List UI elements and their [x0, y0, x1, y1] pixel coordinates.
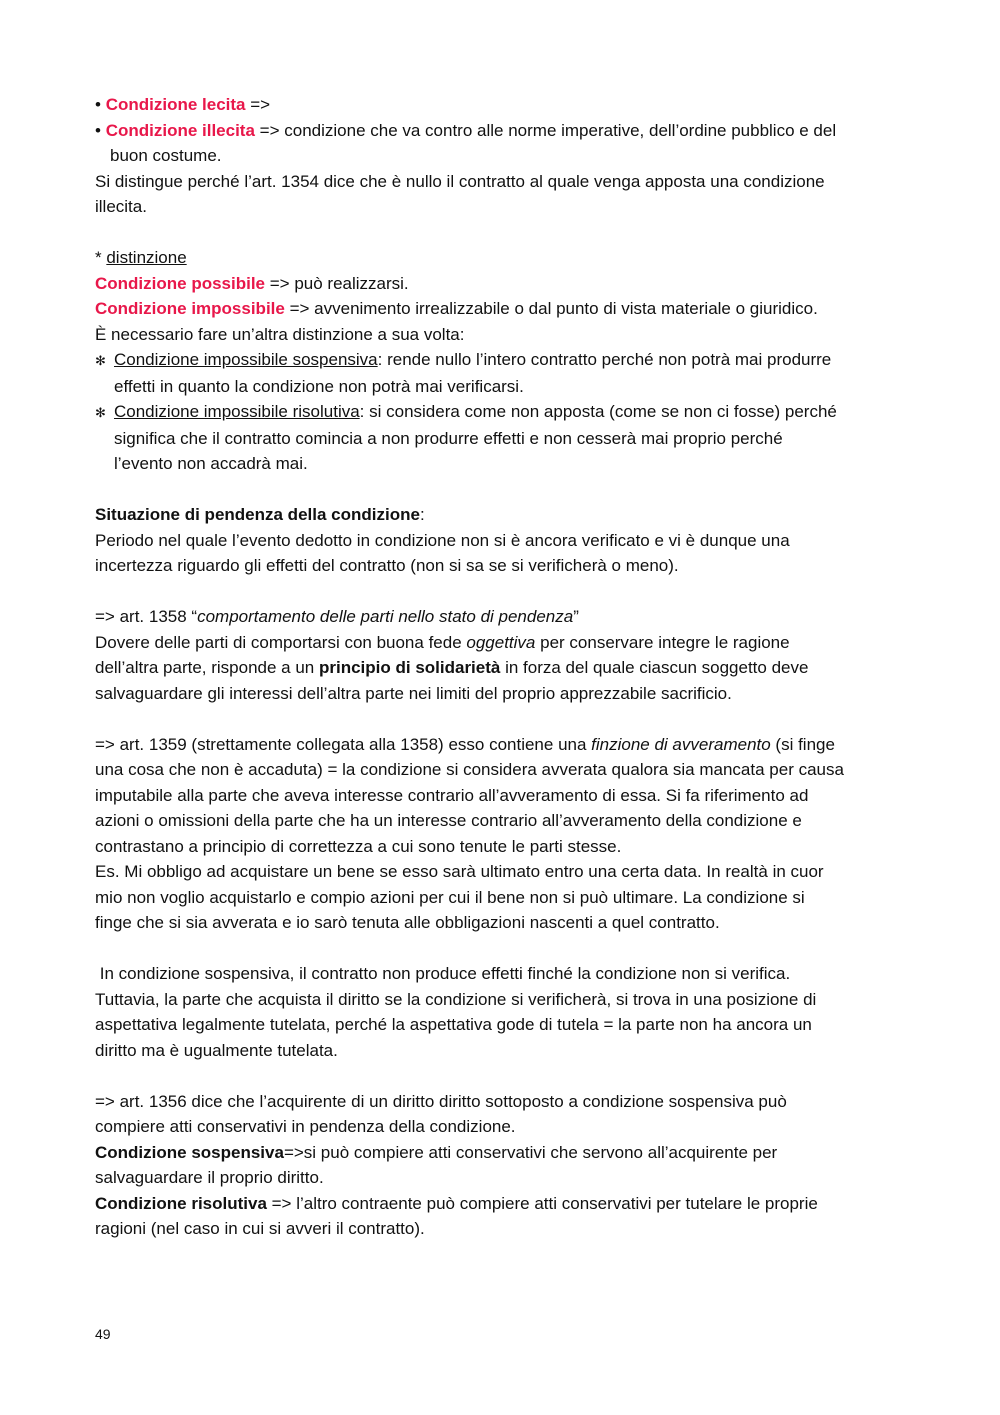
page-number: 49 [95, 1326, 111, 1342]
term-condizione-lecita: Condizione lecita [105, 95, 246, 114]
text-line: dell’altra parte, risponde a un principio di solidarietà in forza del quale ciascun soggetto deve [95, 658, 809, 677]
text-line: salvaguardare gli interessi dell’altra parte nei limiti del proprio apprezzabile sacrificio. [95, 683, 732, 703]
article-1356: => art. 1356 dice che l’acquirente di un diritto diritto sottoposto a condizione sospensiva può [95, 1091, 787, 1111]
text-line: In condizione sospensiva, il contratto non produce effetti finché la condizione non si verifica. [95, 964, 791, 983]
text-line: illecita. [95, 197, 147, 216]
heading-pendenza: Situazione di pendenza della condizione: [95, 505, 425, 524]
text-line: una cosa che non è accaduta) = la condizione si considera avverata qualora sia mancata per causa [95, 760, 844, 779]
definition-condizione-possibile: Condizione possibile => può realizzarsi. [95, 273, 409, 293]
text-line: Periodo nel quale l’evento dedotto in condizione non si è ancora verificato e vi è dunque una [95, 530, 790, 550]
bullet-condizione-lecita: • Condizione lecita => [95, 95, 271, 114]
text-line: effetti in quanto la condizione non potrà mai verificarsi. [114, 376, 524, 396]
article-1358: => art. 1358 “comportamento delle parti nello stato di pendenza” [95, 607, 579, 626]
text-line: aspettativa legalmente tutelata, perché la aspettativa gode di tutela = la parte non ha ancora un [95, 1015, 812, 1034]
text-line: Tuttavia, la parte che acquista il diritto se la condizione si verificherà, si trova in una posizione di [95, 989, 817, 1009]
document-body [95, 92, 915, 1242]
text-line: imputabile alla parte che aveva interesse contrario all’avveramento di essa. Si fa riferimento ad [95, 785, 809, 805]
article-1359: => art. 1359 (strettamente collegata alla 1358) esso contiene una finzione di avveramento (si finge [95, 734, 835, 754]
text-line: Es. Mi obbligo ad acquistare un bene se esso sarà ultimato entro una certa data. In realtà in cuor [95, 862, 824, 881]
text-line: l’evento non accadrà mai. [114, 454, 308, 473]
heading-distinzione: * distinzione [95, 248, 187, 267]
text-line: finge che si sia avverata e io sarò tenuta alle obbligazioni nascenti a quel contratto. [95, 913, 720, 932]
asterisk-bullet-icon: ✻ [95, 405, 106, 420]
list-item-impossibile-sospensiva: ✻ Condizione impossibile sospensiva: rende nullo l’intero contratto perché non potrà mai produrre [95, 347, 915, 374]
term-condizione-illecita: Condizione illecita [105, 120, 255, 140]
text-line: salvaguardare il proprio diritto. [95, 1168, 324, 1187]
text-line: compiere atti conservativi in pendenza della condizione. [95, 1117, 516, 1136]
text-line: significa che il contratto comincia a non produrre effetti e non cesserà mai proprio perché [114, 428, 783, 448]
list-item-impossibile-risolutiva: ✻ Condizione impossibile risolutiva: si considera come non apposta (come se non ci fosse) perché [95, 399, 915, 426]
bullet-condizione-illecita: • Condizione illecita => condizione che va contro alle norme imperative, dell’ordine pubblico e del [95, 120, 837, 140]
text-line: ragioni (nel caso in cui si avveri il contratto). [95, 1219, 425, 1238]
text-line: Si distingue perché l’art. 1354 dice che è nullo il contratto al quale venga apposta una condizione [95, 171, 825, 191]
text-line: mio non voglio acquistarlo e compio azioni per cui il bene non si può ultimare. La condizione si [95, 887, 805, 907]
text-line: diritto ma è ugualmente tutelata. [95, 1040, 338, 1060]
text-line: azioni o omissioni della parte che ha un interesse contrario all’avveramento della condizione e [95, 811, 802, 830]
text-line: incertezza riguardo gli effetti del contratto (non si sa se si verificherà o meno). [95, 556, 679, 575]
text-line: contrastano a principio di correttezza a cui sono tenute le parti stesse. [95, 836, 622, 856]
text-line: buon costume. [110, 146, 222, 165]
text-line: È necessario fare un’altra distinzione a sua volta: [95, 324, 465, 344]
definition-condizione-impossibile: Condizione impossibile => avvenimento irrealizzabile o dal punto di vista materiale o giuridico. [95, 299, 818, 318]
asterisk-bullet-icon: ✻ [95, 353, 106, 368]
definition-condizione-sospensiva: Condizione sospensiva=>si può compiere atti conservativi che servono all’acquirente per [95, 1142, 778, 1162]
text-line: Dovere delle parti di comportarsi con buona fede oggettiva per conservare integre le ragione [95, 632, 790, 652]
definition-condizione-risolutiva: Condizione risolutiva => l’altro contraente può compiere atti conservativi per tutelare le proprie [95, 1193, 818, 1213]
